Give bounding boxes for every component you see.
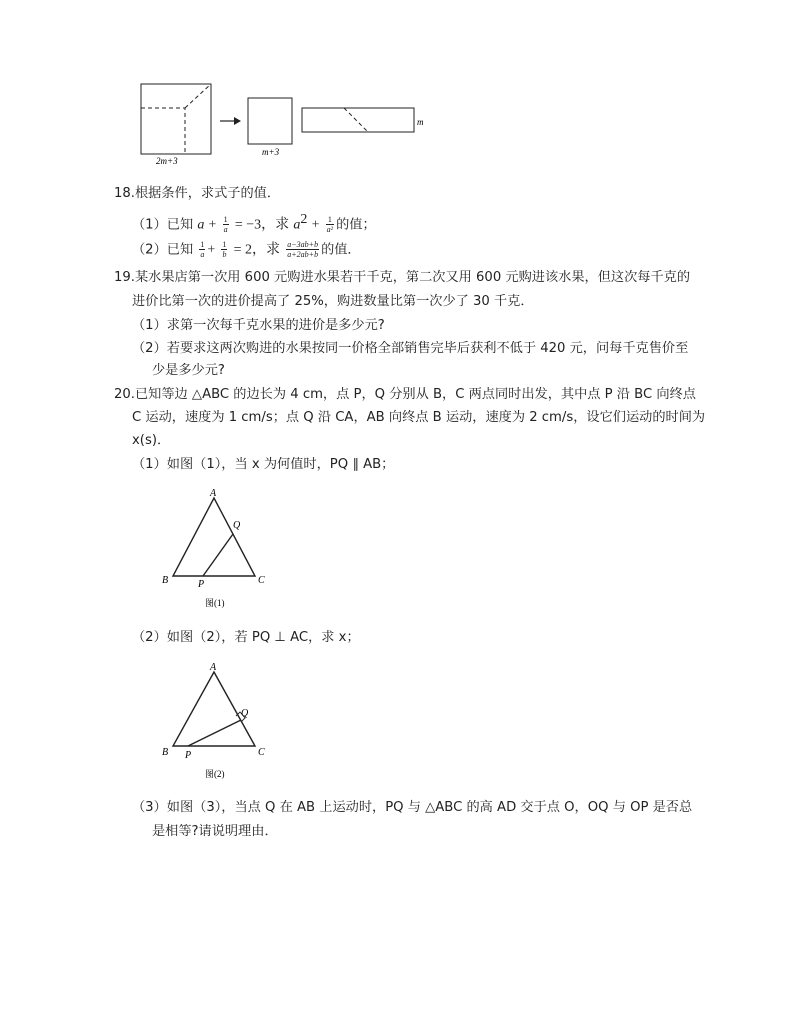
q20-number: 20. [114,387,135,402]
q19-line1 [114,268,690,288]
expr-denominator: a+2ab+b [287,250,319,259]
q18-stem-text: 根据条件，求式子的值． [134,186,281,201]
q18-part1: （1）已知 a + $\frac{1}{a}$ = −3，求 $a^2$ + $\frac{1}{\text{a²}}$ 的值； [132,212,376,234]
label-a-1: A [210,488,217,499]
q20-part3-line2: 是相等?请说明理由． [152,824,278,839]
q18-stem [114,184,280,204]
medium-square [248,98,292,144]
q20-part1: （1）如图（1），当 x 为何值时，PQ ∥ AB； [132,457,395,472]
fig17-diagram [130,78,430,168]
q20-line2: C 运动，速度为 1 cm/s；点 Q 沿 CA，AB 向终点 B 运动，速度为 2 cm/s，设它们运动的时间为 [132,410,706,425]
q20-text1: 已知等边 △ABC 的边长为 4 cm，点 P，Q 分别从 B，C 两点同时出发，其中点 P 沿 BC 向终点 [134,387,696,402]
label-q-2: Q [241,708,249,719]
label-2m3: 2m+3 [156,156,178,166]
label-m: m [417,117,424,127]
q18-p1-rhs: = −3，求 [234,217,290,233]
q20-line1 [114,385,696,405]
fraction-1-over-a-b: $\frac{1}{a}$ [200,240,205,259]
q19-text1: 某水果店第一次用 600 元购进水果若干千克，第二次又用 600 元购进该水果，但这次每千克的 [134,270,691,285]
rectangle-cut-dashes [344,108,368,132]
label-p-1: P [198,579,205,590]
fraction-expression [286,240,319,259]
expr-numerator: a−3ab+b [287,240,319,249]
q18-p1-lead: （1）已知 [132,217,194,233]
segment-pq-2 [188,720,241,746]
label-c-2: C [258,747,265,758]
big-square [141,84,211,154]
q19-number: 19. [114,270,135,285]
inner-square-dashes [141,84,211,154]
q19-part1: （1）求第一次每千克水果的进价是多少元? [132,318,385,333]
label-m3: m+3 [262,147,280,157]
q18-p1-tail: 的值； [336,217,376,233]
triangle-abc-1 [173,498,255,576]
q20-line3: x(s)． [132,433,171,448]
label-b-1: B [162,575,169,586]
long-rectangle [302,108,414,132]
fraction-1-over-a2: $\frac{1}{\text{a²}}$ [326,214,334,234]
figure-1 [155,484,285,614]
q19-part2-line1: （2）若要求这两次购进的水果按同一价格全部销售完毕后获利不低于 420 元，问每千克售价至 [132,341,689,356]
fraction-1-over-a: $\frac{1}{a}$ [223,214,228,234]
q18-part2: （2）已知 $\frac{1}{a}$ + $\frac{1}{b}$ = 2，求 $\frac{a-3ab+b}{a+2ab+b}$ 的值． [132,240,361,259]
segment-pq-1 [203,534,233,576]
fraction-1-over-b: $\frac{1}{b}$ [222,240,227,259]
arrow-head [234,117,241,125]
q19-line2: 进价比第一次的进价提高了 25%，购进数量比第一次少了 30 千克． [132,294,534,309]
q18-p2-rhs: = 2，求 [233,242,281,258]
label-q-1: Q [233,520,241,531]
caption-fig2: 图(2) [205,769,225,779]
label-p-2: P [185,750,192,761]
label-a-2: A [210,662,217,673]
q19-part2-line2: 少是多少元? [152,363,225,378]
caption-fig1: 图(1) [205,598,225,608]
q20-part3-line1: （3）如图（3），当点 Q 在 AB 上运动时，PQ 与 △ABC 的高 AD 交于点 O，OQ 与 OP 是否总 [132,800,693,815]
q18-number: 18. [114,186,135,201]
label-c-1: C [258,575,265,586]
figure-2 [155,658,285,788]
q20-part2: （2）如图（2），若 PQ ⊥ AC，求 x； [132,630,360,645]
label-b-2: B [162,747,169,758]
q18-p2-tail: 的值． [321,242,361,258]
q18-p2-lead: （2）已知 [132,242,194,258]
